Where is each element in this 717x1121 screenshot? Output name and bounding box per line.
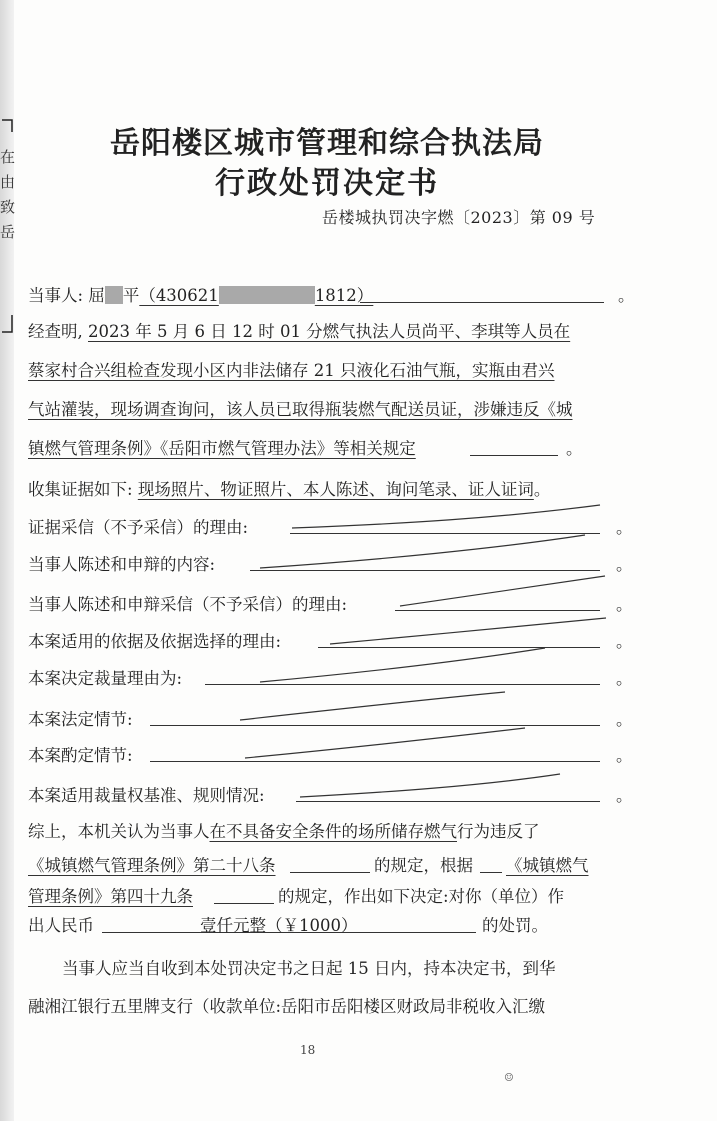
conclusion-suffix: 行为违反了: [457, 822, 540, 841]
discretionary-circumstances-label: 本案酌定情节:: [28, 746, 133, 765]
fill-line: [360, 302, 604, 303]
conclusion-line-3: [28, 883, 193, 907]
evidence-line: [28, 476, 550, 500]
payment-line-1: 当事人应当自收到本处罚决定书之日起 15 日内，持本决定书，到华: [62, 959, 556, 978]
fill-line: [290, 533, 600, 534]
fill-line: [214, 903, 274, 904]
fill-line: [470, 455, 558, 456]
fill-line: [480, 872, 502, 873]
left-margin-text: [0, 145, 14, 245]
discretion-benchmark-label: 本案适用裁量权基准、规则情况:: [28, 786, 265, 805]
penalty-suffix: 的处罚。: [482, 916, 548, 935]
party-id-close: 1812）: [314, 286, 374, 305]
conclusion-line-2: [28, 852, 276, 876]
conclusion-prefix: 综上，本机关认为当事人: [28, 822, 210, 841]
decision-text: 的规定，作出如下决定:对你（单位）作: [278, 887, 565, 906]
finding-line-4-text: 镇燃气管理条例》《岳阳市燃气管理办法》等相关规定: [28, 439, 416, 458]
penalty-amount: 壹仟元整（￥1000）: [200, 916, 358, 935]
fill-line: [318, 647, 600, 648]
penalty-basis-start-text: 《城镇燃气: [506, 856, 589, 875]
redaction-block: [105, 286, 123, 304]
legal-basis-label: 本案适用的依据及依据选择的理由:: [28, 632, 282, 651]
field-end: 。: [616, 786, 633, 805]
fill-line: [205, 684, 600, 685]
violated-provision: 《城镇燃气管理条例》第二十八条: [28, 856, 276, 875]
discretion-reason-label: 本案决定裁量理由为:: [28, 669, 183, 688]
evidence-end: 。: [533, 480, 551, 499]
redaction-block: [219, 286, 315, 304]
field-end: 。: [616, 595, 633, 614]
finding-end: 。: [566, 439, 583, 458]
fill-line: [296, 801, 600, 802]
evidence-value: 现场照片、物证照片、本人陈述、询问笔录、证人证词: [137, 480, 534, 499]
finding-line-4: [28, 435, 416, 459]
margin-char: 致: [0, 198, 16, 216]
fill-line: [290, 872, 370, 873]
penalty-basis-start: [506, 852, 589, 876]
field-end: 。: [616, 669, 633, 688]
field-end: 。: [616, 632, 633, 651]
evidence-adoption-reason-label: 证据采信（不予采信）的理由:: [28, 518, 249, 537]
fill-line: [250, 570, 600, 571]
field-end: 。: [616, 518, 633, 537]
scan-mark: ☺: [504, 1071, 514, 1084]
violation-behavior: 在不具备安全条件的场所储存燃气: [209, 822, 457, 841]
field-end: 。: [616, 555, 633, 574]
margin-char: 由: [0, 173, 16, 191]
document-title: 行政处罚决定书: [215, 166, 439, 201]
document-number: 岳楼城执罚决字燃〔2023〕第 09 号: [322, 208, 596, 227]
agency-title: 岳阳楼区城市管理和综合执法局: [110, 126, 544, 161]
party-name-end: 平: [122, 286, 140, 305]
party-id: [139, 286, 373, 305]
margin-char: 在: [0, 148, 16, 166]
finding-line-3: 气站灌装，现场调查询问，该人员已取得瓶装燃气配送员证，涉嫌违反《城: [28, 400, 573, 419]
finding-line-2: 蔡家村合兴组检查发现小区内非法储存 21 只液化石油气瓶，实瓶由君兴: [28, 361, 555, 380]
fill-line: [395, 610, 600, 611]
page-number: 18: [300, 1043, 316, 1057]
field-end: 。: [616, 746, 633, 765]
statutory-circumstances-label: 本案法定情节:: [28, 710, 133, 729]
penalty-basis-provision: 管理条例》第四十九条: [28, 887, 193, 906]
evidence-label: 收集证据如下:: [28, 480, 133, 499]
penalty-prefix: 出人民币: [28, 916, 94, 935]
party-line: [28, 282, 373, 306]
finding-prefix: 经查明,: [28, 322, 83, 341]
party-name-start: 屈: [88, 286, 105, 305]
party-label: 当事人:: [28, 286, 84, 305]
statement-content-label: 当事人陈述和申辩的内容:: [28, 555, 216, 574]
party-end: 。: [618, 286, 635, 305]
fill-line: [150, 761, 600, 762]
fill-line: [150, 725, 600, 726]
finding-date-text: 2023 年 5 月 6 日 12 时 01 分燃气执法人员尚平、李琪等人员在: [88, 322, 571, 341]
conclusion-mid-text: 的规定，根据: [374, 856, 473, 875]
conclusion-line-1: [28, 818, 540, 842]
field-end: 。: [616, 710, 633, 729]
statement-adoption-reason-label: 当事人陈述和申辩采信（不予采信）的理由:: [28, 595, 348, 614]
party-id-open: （430621: [139, 286, 219, 305]
finding-line-1: [28, 318, 570, 342]
payment-line-2: 融湘江银行五里牌支行（收款单位:岳阳市岳阳楼区财政局非税收入汇缴: [28, 997, 546, 1016]
margin-char: 岳: [0, 223, 16, 241]
